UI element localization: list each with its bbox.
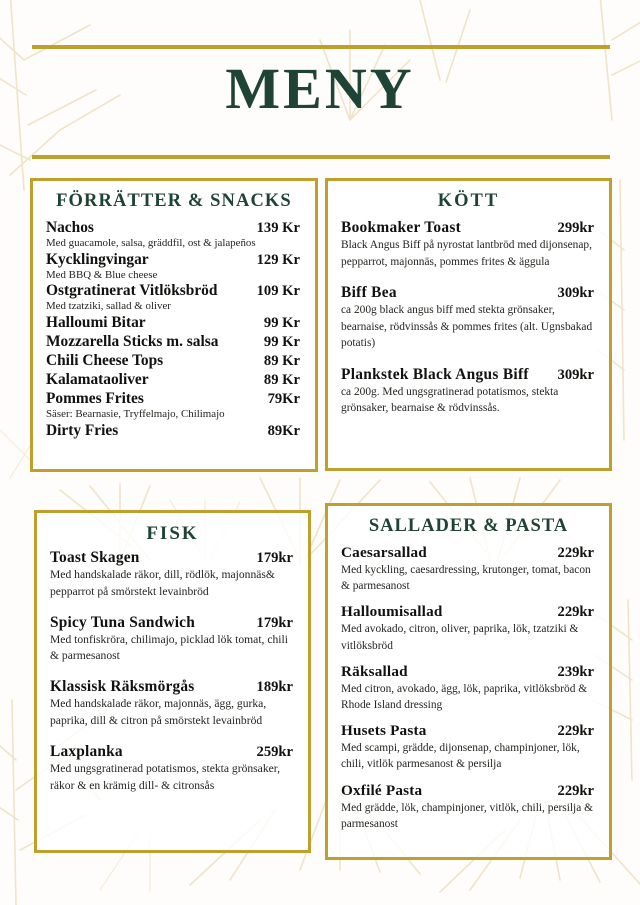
header-rule-top bbox=[32, 45, 610, 49]
menu-item-price: 239kr bbox=[557, 663, 594, 680]
menu-item-head bbox=[46, 219, 302, 237]
section-items-sallader bbox=[341, 544, 596, 832]
menu-item-price: 309kr bbox=[557, 285, 594, 302]
page-title: MENY bbox=[225, 56, 415, 121]
menu-item bbox=[46, 390, 302, 421]
menu-item-price: 229kr bbox=[557, 782, 594, 799]
menu-item-price: 229kr bbox=[557, 723, 594, 740]
menu-item-price: 179kr bbox=[256, 614, 293, 631]
menu-item-price: 109 Kr bbox=[256, 283, 300, 300]
menu-item-desc: Med tzatziki, sallad & oliver bbox=[46, 300, 171, 313]
menu-item-name: Pommes Frites bbox=[46, 389, 144, 407]
menu-item-head bbox=[50, 743, 295, 761]
menu-item-price: 229kr bbox=[557, 604, 594, 621]
menu-item-price: 299kr bbox=[557, 220, 594, 236]
section-sallader-pasta bbox=[325, 503, 612, 860]
section-fisk bbox=[34, 510, 311, 853]
section-items-fisk bbox=[50, 549, 295, 794]
menu-item-price: 79Kr bbox=[267, 390, 300, 407]
menu-item-name: Räksallad bbox=[341, 662, 408, 680]
menu-item-desc: Med BBQ & Blue cheese bbox=[46, 268, 158, 281]
menu-item bbox=[46, 352, 302, 370]
menu-item-desc: Med avokado, citron, oliver, paprika, lök, tzatziki & vitlöksbröd bbox=[341, 623, 579, 652]
menu-item-desc: Black Angus Biff på nyrostat lantbröd med dijonsenap, pepparrot, majonnäs, pommes frites & äggula bbox=[341, 239, 592, 268]
menu-item bbox=[341, 663, 596, 713]
menu-item-price: 99 Kr bbox=[263, 314, 300, 331]
menu-item bbox=[46, 251, 302, 282]
menu-item-head bbox=[46, 282, 302, 300]
menu-item-price: 259kr bbox=[256, 743, 293, 760]
menu-item-desc: Med handskalade räkor, dill, rödlök, majonnäs& pepparrot på smörstekt levainbröd bbox=[50, 568, 275, 598]
section-items-kott bbox=[341, 219, 596, 417]
menu-item bbox=[50, 743, 295, 795]
menu-item bbox=[46, 314, 302, 332]
menu-item-price: 179kr bbox=[256, 550, 293, 566]
menu-item-desc: Med ungsgratinerad potatismos, stekta grönsaker, räkor & en krämig dill- & citronsås bbox=[50, 761, 281, 792]
section-kott bbox=[325, 178, 612, 471]
menu-item bbox=[46, 333, 302, 351]
menu-item-name: Dirty Fries bbox=[46, 421, 119, 439]
header-rule-bottom bbox=[32, 155, 610, 159]
menu-item bbox=[46, 422, 302, 440]
menu-item-price: 139 Kr bbox=[256, 220, 300, 236]
menu-item-price: 89 Kr bbox=[263, 352, 300, 369]
menu-item-desc: ca 200g. Med ungsgratinerad potatismos, stekta grönsaker, bearnaise & rödvinssås. bbox=[341, 385, 559, 415]
menu-item bbox=[50, 614, 295, 666]
menu-item bbox=[46, 219, 302, 250]
menu-item-name: Kalamataoliver bbox=[46, 370, 149, 388]
menu-item bbox=[50, 549, 295, 601]
menu-item-name: Laxplanka bbox=[50, 742, 123, 760]
section-title-sallader: SALLADER & PASTA bbox=[368, 516, 569, 536]
menu-item bbox=[341, 603, 596, 653]
menu-item bbox=[341, 722, 596, 772]
menu-item-head bbox=[50, 678, 295, 696]
menu-item-head bbox=[46, 352, 302, 370]
menu-item-name: Halloumi Bitar bbox=[46, 313, 146, 331]
menu-item-head bbox=[50, 549, 295, 567]
menu-item-head bbox=[46, 371, 302, 389]
section-title-fisk: FISK bbox=[146, 523, 199, 544]
menu-item-name: Biff Bea bbox=[341, 284, 397, 302]
menu-item bbox=[46, 282, 302, 313]
menu-item-head bbox=[341, 663, 596, 681]
menu-item bbox=[341, 219, 596, 270]
menu-item-desc: Med kyckling, caesardressing, krutonger, tomat, bacon & parmesanost bbox=[341, 564, 591, 593]
menu-item-head bbox=[46, 333, 302, 351]
menu-item-name: Toast Skagen bbox=[50, 549, 140, 566]
menu-item-name: Klassisk Räksmörgås bbox=[50, 678, 195, 696]
menu-item-head bbox=[46, 314, 302, 332]
menu-item-name: Chili Cheese Tops bbox=[46, 351, 164, 369]
menu-item bbox=[341, 284, 596, 352]
section-forratter-snacks bbox=[30, 178, 318, 472]
menu-item-name: Nachos bbox=[46, 219, 94, 236]
menu-item-name: Kycklingvingar bbox=[46, 250, 149, 268]
menu-item-name: Spicy Tuna Sandwich bbox=[50, 613, 195, 631]
menu-item-desc: Med guacamole, salsa, gräddfil, ost & jalapeños bbox=[46, 237, 256, 249]
section-title-forratter: FÖRRÄTTER & SNACKS bbox=[56, 191, 292, 211]
menu-item-head bbox=[341, 219, 596, 237]
menu-item-price: 89Kr bbox=[267, 422, 300, 439]
menu-item-head bbox=[341, 366, 596, 384]
menu-item-price: 309kr bbox=[557, 366, 594, 383]
menu-item-name: Plankstek Black Angus Biff bbox=[341, 365, 529, 383]
menu-item-name: Halloumisallad bbox=[341, 603, 443, 621]
menu-item-head bbox=[341, 284, 596, 302]
menu-item bbox=[341, 366, 596, 417]
menu-item-head bbox=[341, 782, 596, 800]
menu-item-price: 89 Kr bbox=[263, 371, 300, 388]
menu-item-price: 129 Kr bbox=[256, 251, 300, 268]
menu-item-name: Oxfilé Pasta bbox=[341, 781, 423, 799]
menu-item-name: Mozzarella Sticks m. salsa bbox=[46, 332, 219, 350]
menu-item-price: 189kr bbox=[256, 679, 293, 696]
menu-item bbox=[341, 544, 596, 594]
menu-item-desc: Med tonfiskröra, chilimajo, picklad lök tomat, chili & parmesanost bbox=[50, 632, 288, 663]
menu-item-head bbox=[341, 544, 596, 562]
menu-item-head bbox=[46, 390, 302, 408]
menu-item bbox=[50, 678, 295, 730]
menu-item-head bbox=[46, 422, 302, 440]
menu-item bbox=[46, 371, 302, 389]
menu-item-name: Caesarsallad bbox=[341, 544, 427, 561]
menu-item-desc: Säser: Bearnasie, Tryffelmajo, Chilimajo bbox=[46, 407, 225, 420]
menu-item bbox=[341, 782, 596, 832]
menu-item-price: 99 Kr bbox=[263, 333, 300, 350]
section-items-forratter bbox=[46, 219, 302, 440]
menu-item-head bbox=[50, 614, 295, 632]
menu-item-head bbox=[46, 251, 302, 269]
menu-item-name: Husets Pasta bbox=[341, 722, 427, 740]
section-title-kott: KÖTT bbox=[437, 191, 500, 211]
menu-item-head bbox=[341, 722, 596, 740]
menu-item-desc: Med handskalade räkor, majonnäs, ägg, gurka, paprika, dill & citron på smörstekt levainbröd bbox=[50, 697, 267, 727]
menu-item-name: Bookmaker Toast bbox=[341, 219, 462, 236]
menu-item-price: 229kr bbox=[557, 545, 594, 561]
menu-item-desc: ca 200g black angus biff med stekta grönsaker, bearnaise, rödvinssås & pommes frites (alt. Ugnsbakad potatis) bbox=[341, 304, 593, 350]
menu-item-desc: Med grädde, lök, champinjoner, vitlök, chili, persilja & parmesanost bbox=[341, 801, 593, 830]
menu-item-desc: Med citron, avokado, ägg, lök, paprika, vitlöksbröd & Rhode Island dressing bbox=[341, 682, 588, 711]
menu-item-desc: Med scampi, grädde, dijonsenap, champinjoner, lök, chili, vitlök parmesanost & persilja bbox=[341, 742, 580, 771]
menu-item-name: Ostgratinerat Vitlöksbröd bbox=[46, 282, 218, 300]
menu-item-head bbox=[341, 603, 596, 621]
